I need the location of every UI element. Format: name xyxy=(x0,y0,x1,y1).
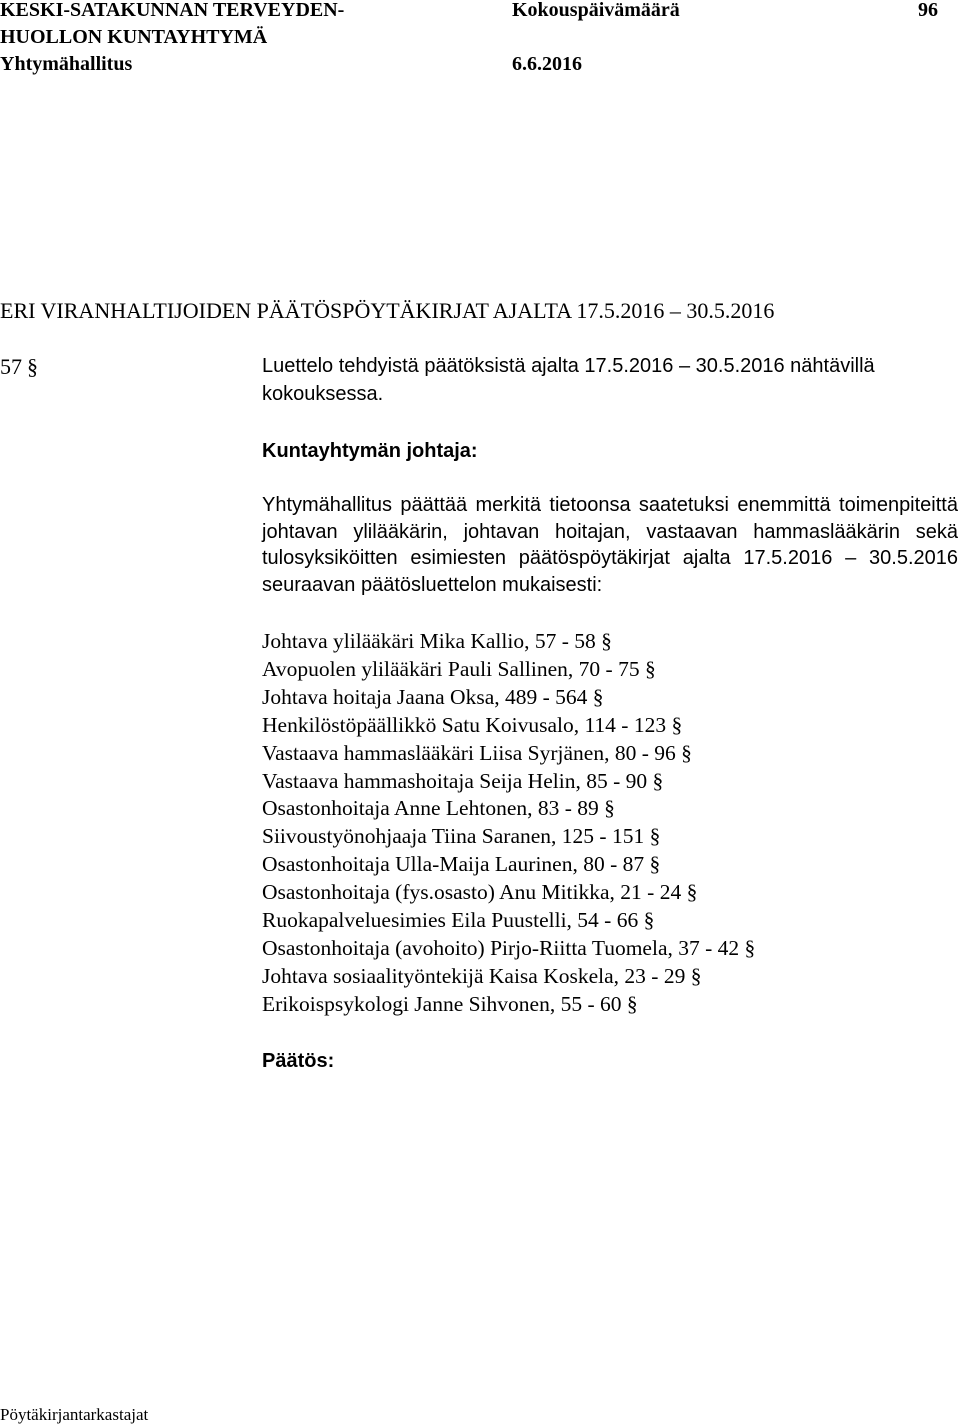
section-number-row xyxy=(0,356,38,380)
proposal-text xyxy=(262,492,958,598)
proposal-paragraph: Yhtymähallitus päättää merkitä tietoonsa saatetuksi enemmittä toimenpiteittä johtavan ylilääkärin, johtavan hoitajan, vastaavan hammaslääkärin sekä tulosyksiköitten esimiesten päätöspöytäkirjat ajalta 17.5.2016 – 30.5.2016 seuraavan päätösluettelon mukaisesti: xyxy=(262,494,958,596)
list-item: Osastonhoitaja Ulla-Maija Laurinen, 80 - 87 § xyxy=(262,852,661,877)
section-title: ERI VIRANHALTIJOIDEN PÄÄTÖSPÖYTÄKIRJAT AJALTA 17.5.2016 – 30.5.2016 xyxy=(0,298,775,323)
page-number: 96 xyxy=(918,0,938,21)
date-label: Kokouspäivämäärä xyxy=(512,0,680,21)
list-item: Vastaava hammaslääkäri Liisa Syrjänen, 80 - 96 § xyxy=(262,740,692,765)
section-number: 57 xyxy=(0,354,22,379)
section-subject-line2: kokouksessa. xyxy=(262,383,384,405)
meeting-date: 6.6.2016 xyxy=(512,53,582,75)
list-item: Henkilöstöpäällikkö Satu Koivusalo, 114 - 123 § xyxy=(262,712,683,737)
governing-body: Yhtymähallitus xyxy=(0,53,133,75)
decision-list xyxy=(262,628,755,1019)
list-item: Osastonhoitaja (fys.osasto) Anu Mitikka, 21 - 24 § xyxy=(262,880,698,905)
list-item: Erikoispsykologi Janne Sihvonen, 55 - 60 § xyxy=(262,991,638,1016)
org-name-line1: KESKI-SATAKUNNAN TERVEYDEN- xyxy=(0,0,345,21)
list-item: Siivoustyönohjaaja Tiina Saranen, 125 - 151 § xyxy=(262,824,661,849)
list-item: Ruokapalveluesimies Eila Puustelli, 54 - 66 § xyxy=(262,908,655,933)
list-item: Osastonhoitaja (avohoito) Pirjo-Riitta Tuomela, 37 - 42 § xyxy=(262,935,756,960)
footer-label: Pöytäkirjantarkastajat xyxy=(0,1405,149,1424)
paragraph-symbol: § xyxy=(27,354,38,379)
proposal-heading: Kuntayhtymän johtaja: xyxy=(262,440,478,462)
list-item: Vastaava hammashoitaja Seija Helin, 85 - 90 § xyxy=(262,768,664,793)
decision-heading: Päätös: xyxy=(262,1050,335,1072)
list-item: Avopuolen ylilääkäri Pauli Sallinen, 70 - 75 § xyxy=(262,656,656,681)
list-item: Johtava hoitaja Jaana Oksa, 489 - 564 § xyxy=(262,684,604,709)
section-subject-line1: Luettelo tehdyistä päätöksistä ajalta 17.5.2016 – 30.5.2016 nähtävillä xyxy=(262,355,875,377)
list-item: Osastonhoitaja Anne Lehtonen, 83 - 89 § xyxy=(262,796,615,821)
org-name-line2: HUOLLON KUNTAYHTYMÄ xyxy=(0,26,268,48)
list-item: Johtava sosiaalityöntekijä Kaisa Koskela, 23 - 29 § xyxy=(262,963,702,988)
list-item: Johtava ylilääkäri Mika Kallio, 57 - 58 § xyxy=(262,629,612,653)
